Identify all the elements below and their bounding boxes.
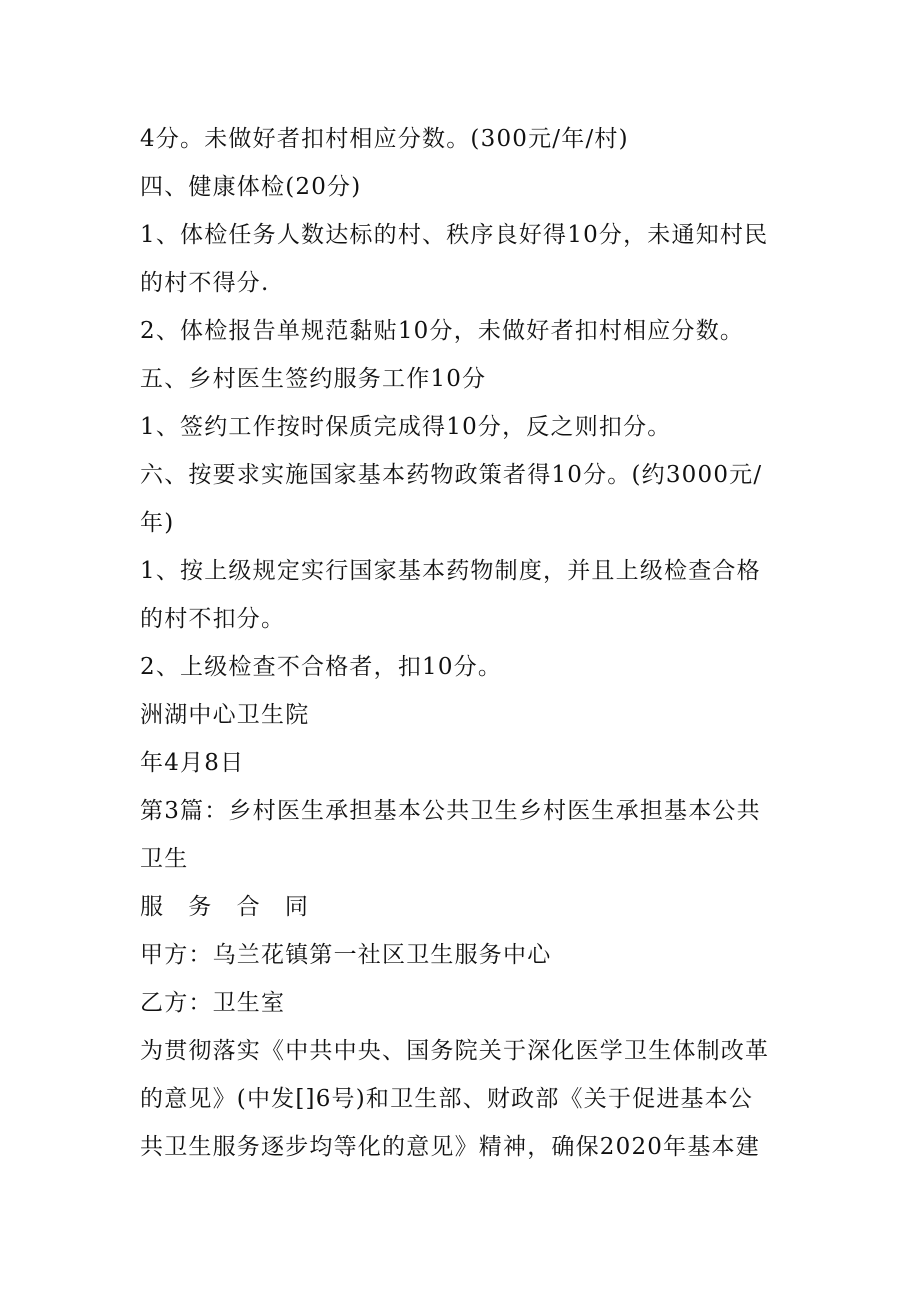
party-a: 甲方：乌兰花镇第一社区卫生服务中心: [140, 942, 552, 968]
text-line: 2、体检报告单规范黏贴10分，未做好者扣村相应分数。: [140, 318, 745, 344]
section-heading: 四、健康体检(20分): [140, 174, 362, 200]
text-line: 的意见》(中发[]6号)和卫生部、财政部《关于促进基本公: [140, 1086, 754, 1112]
text-line: 1、体检任务人数达标的村、秩序良好得10分，未通知村民: [140, 222, 769, 248]
contract-title: 服 务 合 同: [140, 894, 317, 920]
organization-name: 洲湖中心卫生院: [140, 702, 310, 728]
text-line: 4分。未做好者扣村相应分数。(300元/年/村): [140, 126, 629, 152]
text-line: 共卫生服务逐步均等化的意见》精神，确保2020年基本建: [140, 1134, 760, 1160]
text-line: 1、签约工作按时保质完成得10分，反之则扣分。: [140, 414, 672, 440]
text-line: 的村不得分.: [140, 270, 270, 296]
article-title-continued: 卫生: [140, 846, 189, 872]
article-title: 第3篇：乡村医生承担基本公共卫生乡村医生承担基本公共: [140, 798, 761, 824]
document-date: 年4月8日: [140, 750, 245, 776]
section-heading: 五、乡村医生签约服务工作10分: [140, 366, 487, 392]
text-line: 的村不扣分。: [140, 606, 286, 632]
section-heading: 六、按要求实施国家基本药物政策者得10分。(约3000元/: [140, 462, 763, 488]
document-body: [140, 115, 790, 1171]
text-line: 1、按上级规定实行国家基本药物制度，并且上级检查合格: [140, 558, 761, 584]
text-line: 年): [140, 510, 175, 536]
text-line: 2、上级检查不合格者，扣10分。: [140, 654, 503, 680]
text-line: 为贯彻落实《中共中央、国务院关于深化医学卫生体制改革: [140, 1038, 770, 1064]
party-b: 乙方：卫生室: [140, 990, 286, 1016]
